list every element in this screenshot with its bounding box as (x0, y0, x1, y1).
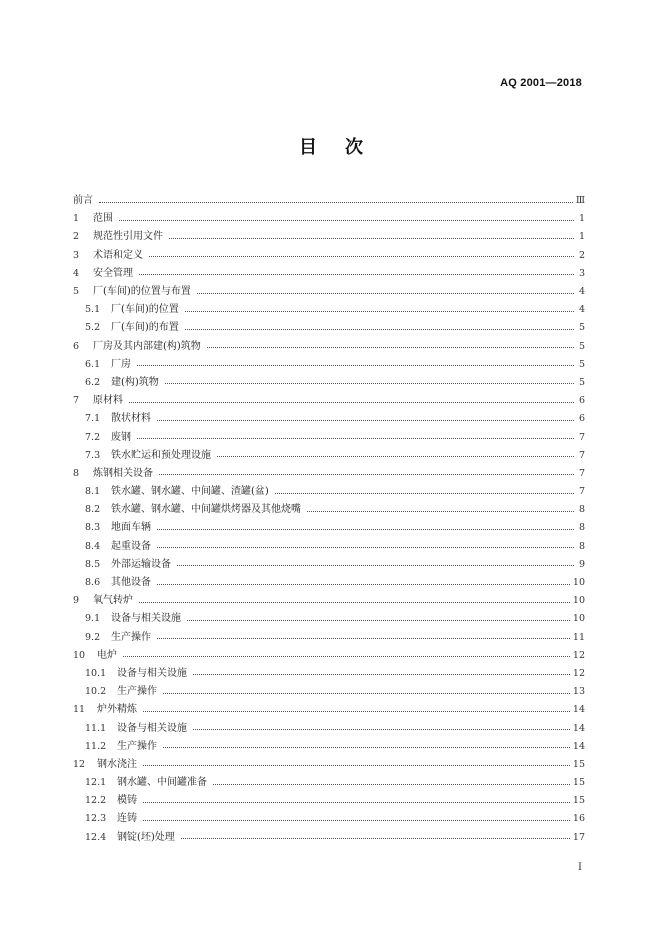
toc-entry-label: 厂房及其内部建(构)筑物 (93, 340, 201, 352)
toc-entry-label: 外部运输设备 (111, 558, 171, 570)
toc-entry-label: 厂房 (111, 358, 131, 370)
toc-entry-label: 术语和定义 (93, 249, 143, 261)
toc-entry-page: 15 (572, 795, 585, 807)
toc-entry-page: 5 (578, 340, 585, 352)
toc-entry[interactable] (73, 829, 585, 847)
toc-entry[interactable] (73, 701, 585, 719)
toc-dot-leader (143, 711, 570, 712)
toc-entry-label: 废钢 (111, 431, 131, 443)
toc-entry-label: 前言 (73, 195, 93, 207)
toc-entry[interactable] (73, 192, 585, 210)
toc-dot-leader (185, 311, 574, 312)
toc-entry-page: 17 (572, 831, 585, 843)
table-of-contents (73, 192, 585, 847)
toc-entry-number: 8.5 (85, 558, 101, 570)
toc-entry[interactable] (73, 356, 585, 374)
toc-entry[interactable] (73, 719, 585, 737)
toc-entry[interactable] (73, 465, 585, 483)
toc-entry[interactable] (73, 210, 585, 228)
toc-entry-number: 9.1 (85, 613, 101, 625)
toc-entry-label: 建(构)筑物 (111, 376, 159, 388)
page-number: I (578, 862, 582, 873)
toc-entry[interactable] (73, 410, 585, 428)
toc-entry[interactable] (73, 519, 585, 537)
toc-entry-label: 生产操作 (111, 631, 151, 643)
toc-entry-page: 1 (578, 231, 585, 243)
toc-entry-number: 8.3 (85, 522, 101, 534)
toc-dot-leader (177, 565, 574, 566)
toc-entry-page: 14 (572, 722, 585, 734)
toc-dot-leader (139, 274, 574, 275)
toc-dot-leader (213, 784, 570, 785)
toc-entry-page: 3 (578, 267, 585, 279)
toc-dot-leader (197, 293, 574, 294)
toc-entry-label: 地面车辆 (111, 522, 151, 534)
toc-dot-leader (139, 602, 570, 603)
toc-entry[interactable] (73, 647, 585, 665)
toc-entry-label: 生产操作 (117, 740, 157, 752)
toc-entry-label: 连铸 (117, 813, 137, 825)
toc-dot-leader (123, 656, 570, 657)
toc-entry-label: 厂(车间)的位置 (111, 304, 179, 316)
toc-entry-number: 6.1 (85, 358, 101, 370)
toc-entry[interactable] (73, 392, 585, 410)
toc-entry-number: 9 (73, 595, 80, 607)
toc-entry-number: 3 (73, 249, 80, 261)
toc-entry-label: 铁水贮运和预处理设施 (111, 449, 211, 461)
toc-entry-page: 16 (572, 813, 585, 825)
toc-dot-leader (149, 256, 574, 257)
toc-entry-number: 10 (73, 649, 86, 661)
toc-dot-leader (165, 383, 574, 384)
toc-entry-label: 氧气转炉 (93, 595, 133, 607)
toc-entry-number: 5.2 (85, 322, 101, 334)
toc-entry[interactable] (73, 228, 585, 246)
toc-entry-number: 12.2 (85, 795, 107, 807)
toc-entry-label: 炉外精炼 (97, 704, 137, 716)
toc-entry[interactable] (73, 374, 585, 392)
toc-dot-leader (129, 402, 574, 403)
toc-entry-page: 5 (578, 322, 585, 334)
toc-entry[interactable] (73, 792, 585, 810)
toc-entry[interactable] (73, 338, 585, 356)
toc-entry[interactable] (73, 483, 585, 501)
toc-entry-page: 6 (578, 413, 585, 425)
toc-entry-page: 11 (572, 631, 585, 643)
toc-entry-page: 10 (572, 595, 585, 607)
toc-entry[interactable] (73, 683, 585, 701)
toc-entry-label: 范围 (93, 213, 113, 225)
toc-dot-leader (143, 820, 570, 821)
toc-dot-leader (217, 456, 574, 457)
toc-entry-number: 12 (73, 758, 86, 770)
toc-dot-leader (207, 347, 574, 348)
toc-entry-page: 10 (572, 577, 585, 589)
toc-entry[interactable] (73, 629, 585, 647)
toc-entry-number: 4 (73, 267, 80, 279)
toc-entry-number: 6 (73, 340, 80, 352)
toc-dot-leader (143, 765, 570, 766)
toc-entry[interactable] (73, 447, 585, 465)
toc-entry[interactable] (73, 810, 585, 828)
toc-entry-page: 7 (578, 449, 585, 461)
toc-dot-leader (157, 584, 570, 585)
toc-dot-leader (159, 474, 574, 475)
toc-entry-label: 厂(车间)的位置与布置 (93, 286, 191, 298)
toc-entry-number: 11.2 (85, 740, 107, 752)
toc-dot-leader (157, 638, 570, 639)
toc-entry-label: 电炉 (97, 649, 117, 661)
toc-entry-number: 2 (73, 231, 80, 243)
toc-entry-page: 7 (578, 431, 585, 443)
toc-entry-number: 5 (73, 286, 80, 298)
toc-entry-page: 14 (572, 704, 585, 716)
toc-entry-number: 7 (73, 395, 80, 407)
toc-entry-page: 7 (578, 486, 585, 498)
toc-entry-label: 设备与相关设施 (117, 722, 187, 734)
toc-entry-number: 6.2 (85, 376, 101, 388)
toc-entry-label: 其他设备 (111, 577, 151, 589)
toc-entry-label: 规范性引用文件 (93, 231, 163, 243)
toc-entry-label: 炼钢相关设备 (93, 467, 153, 479)
toc-entry-page: 4 (578, 304, 585, 316)
toc-entry-number: 9.2 (85, 631, 101, 643)
toc-entry-page: 1 (578, 213, 585, 225)
toc-dot-leader (307, 511, 574, 512)
toc-entry[interactable] (73, 301, 585, 319)
toc-entry-label: 生产操作 (117, 686, 157, 698)
toc-entry-number: 7.3 (85, 449, 101, 461)
toc-entry-number: 5.1 (85, 304, 101, 316)
toc-entry-page: 14 (572, 740, 585, 752)
toc-entry-label: 厂(车间)的布置 (111, 322, 179, 334)
toc-entry-page: 15 (572, 777, 585, 789)
toc-dot-leader (275, 493, 574, 494)
toc-entry-label: 钢水浇注 (97, 758, 137, 770)
toc-entry-page: 10 (572, 613, 585, 625)
toc-entry-label: 铁水罐、钢水罐、中间罐、渣罐(盆) (111, 486, 269, 498)
toc-entry-page: 4 (578, 286, 585, 298)
toc-entry-page: 5 (578, 358, 585, 370)
toc-entry-page: Ⅲ (575, 195, 585, 207)
standard-code: AQ 2001—2018 (500, 77, 582, 89)
toc-entry-number: 11.1 (85, 722, 107, 734)
toc-entry-page: 13 (572, 686, 585, 698)
toc-dot-leader (193, 729, 570, 730)
toc-entry-number: 8.1 (85, 486, 101, 498)
toc-entry[interactable] (73, 592, 585, 610)
toc-entry[interactable] (73, 501, 585, 519)
toc-entry[interactable] (73, 319, 585, 337)
toc-entry-page: 2 (578, 249, 585, 261)
toc-entry-label: 钢水罐、中间罐准备 (117, 777, 207, 789)
toc-entry-number: 12.4 (85, 831, 107, 843)
toc-entry-label: 起重设备 (111, 540, 151, 552)
toc-entry-label: 散状材料 (111, 413, 151, 425)
toc-entry[interactable] (73, 538, 585, 556)
toc-entry[interactable] (73, 283, 585, 301)
toc-entry-page: 8 (578, 540, 585, 552)
toc-entry-page: 12 (572, 649, 585, 661)
toc-entry-number: 8.6 (85, 577, 101, 589)
toc-entry-page: 5 (578, 376, 585, 388)
toc-entry[interactable] (73, 774, 585, 792)
toc-dot-leader (181, 838, 570, 839)
toc-entry-page: 8 (578, 504, 585, 516)
toc-entry-page: 12 (572, 667, 585, 679)
toc-entry[interactable] (73, 428, 585, 446)
toc-dot-leader (157, 529, 574, 530)
toc-dot-leader (187, 620, 570, 621)
toc-entry-label: 模铸 (117, 795, 137, 807)
toc-entry[interactable] (73, 610, 585, 628)
toc-dot-leader (163, 693, 570, 694)
toc-entry-number: 8.4 (85, 540, 101, 552)
toc-entry[interactable] (73, 265, 585, 283)
toc-entry-page: 7 (578, 467, 585, 479)
toc-entry-label: 设备与相关设施 (111, 613, 181, 625)
toc-entry[interactable] (73, 556, 585, 574)
toc-dot-leader (163, 747, 570, 748)
toc-entry-number: 11 (73, 704, 86, 716)
toc-dot-leader (99, 202, 573, 203)
toc-dot-leader (137, 438, 574, 439)
toc-entry[interactable] (73, 665, 585, 683)
toc-entry-number: 1 (73, 213, 80, 225)
toc-entry-page: 15 (572, 758, 585, 770)
toc-dot-leader (119, 220, 574, 221)
toc-dot-leader (137, 365, 574, 366)
toc-entry-number: 8.2 (85, 504, 101, 516)
toc-entry-page: 8 (578, 522, 585, 534)
toc-entry-number: 10.1 (85, 667, 107, 679)
toc-entry[interactable] (73, 574, 585, 592)
toc-entry-page: 9 (578, 558, 585, 570)
page-title: 目次 (299, 137, 391, 158)
toc-entry-number: 8 (73, 467, 80, 479)
toc-entry[interactable] (73, 247, 585, 265)
toc-entry[interactable] (73, 756, 585, 774)
toc-entry-label: 铁水罐、钢水罐、中间罐烘烤器及其他烧嘴 (111, 504, 301, 516)
toc-entry-number: 7.1 (85, 413, 101, 425)
toc-entry-label: 钢锭(坯)处理 (117, 831, 175, 843)
toc-entry[interactable] (73, 738, 585, 756)
toc-entry-number: 10.2 (85, 686, 107, 698)
toc-entry-label: 原材料 (93, 395, 123, 407)
toc-entry-page: 6 (578, 395, 585, 407)
toc-entry-number: 12.1 (85, 777, 107, 789)
toc-dot-leader (157, 420, 574, 421)
toc-dot-leader (143, 802, 570, 803)
toc-entry-number: 12.3 (85, 813, 107, 825)
toc-dot-leader (157, 547, 574, 548)
toc-dot-leader (193, 674, 570, 675)
toc-entry-label: 安全管理 (93, 267, 133, 279)
toc-dot-leader (185, 329, 574, 330)
toc-entry-number: 7.2 (85, 431, 101, 443)
toc-dot-leader (169, 238, 574, 239)
toc-entry-label: 设备与相关设施 (117, 667, 187, 679)
